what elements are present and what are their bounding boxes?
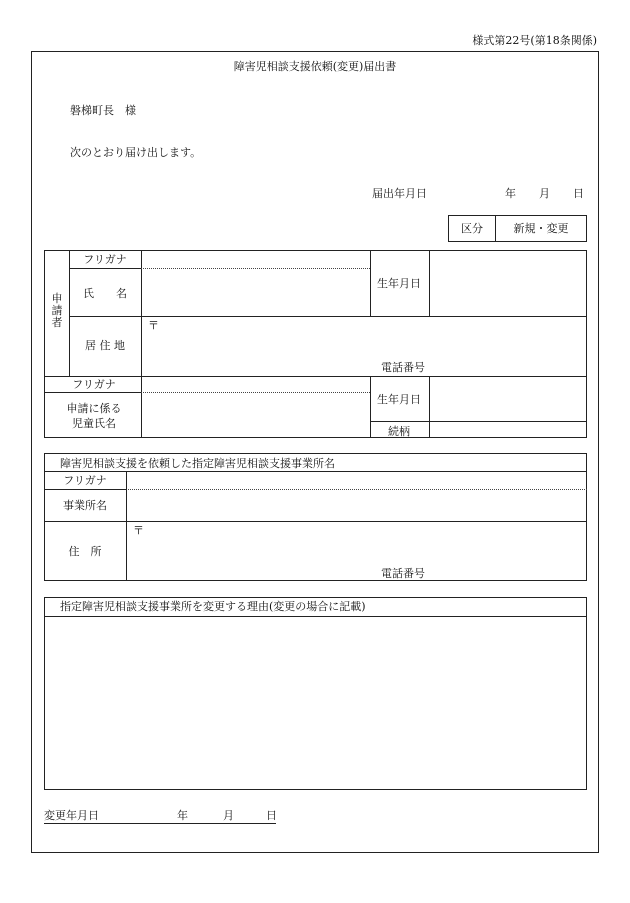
office-furigana-label: フリガナ [63,474,107,487]
reason-input-area[interactable] [45,617,586,789]
applicant-name-label: 氏 名 [83,287,127,300]
child-relationship-input[interactable] [430,422,586,437]
change-date-year[interactable]: 年 [177,809,188,822]
change-date-day[interactable]: 日 [266,809,277,822]
child-furigana-label: フリガナ [72,378,116,391]
office-phone-label: 電話番号 [381,567,425,580]
change-date-month[interactable]: 月 [223,809,234,822]
intro-text: 次のとおり届け出します。 [70,146,202,159]
reason-header: 指定障害児相談支援事業所を変更する理由(変更の場合に記載) [60,600,366,613]
office-furigana-input[interactable] [127,472,586,489]
category-label: 区分 [461,222,483,235]
submit-date-month[interactable]: 月 [539,187,550,200]
form-number: 様式第22号(第18条関係) [472,34,597,47]
office-name-label: 事業所名 [63,499,107,512]
office-address-input[interactable] [145,522,585,562]
applicant-address-label: 居 住 地 [85,339,125,352]
applicant-phone-label: 電話番号 [381,361,425,374]
applicant-address-input[interactable] [160,317,580,357]
submit-date-label: 届出年月日 [372,187,427,200]
applicant-name-input[interactable] [142,269,370,316]
office-name-input[interactable] [127,490,586,521]
applicant-section-label: 申請者 [51,292,63,329]
form-title: 障害児相談支援依頼(変更)届出書 [233,60,397,73]
child-name-label-line2: 児童氏名 [72,417,116,430]
child-name-input[interactable] [142,393,370,437]
addressee: 磐梯町長 様 [70,104,136,117]
child-relationship-label: 続柄 [388,425,410,438]
office-header: 障害児相談支援を依頼した指定障害児相談支援事業所名 [60,457,335,470]
submit-date-day[interactable]: 日 [573,187,584,200]
applicant-birth-input[interactable] [430,251,586,316]
child-name-label-line1: 申請に係る [66,402,122,415]
office-postal-mark-icon: 〒 [133,524,144,537]
submit-date-year[interactable]: 年 [505,187,516,200]
postal-mark-icon: 〒 [148,319,159,332]
child-birth-label: 生年月日 [377,393,421,406]
category-value[interactable]: 新規・変更 [513,222,569,235]
applicant-furigana-label: フリガナ [83,253,127,266]
office-address-label: 住 所 [68,545,102,558]
child-birth-input[interactable] [430,377,586,421]
child-furigana-input[interactable] [142,377,370,392]
applicant-furigana-input[interactable] [142,251,370,268]
applicant-birth-label: 生年月日 [377,277,421,290]
change-date-label: 変更年月日 [44,809,99,822]
